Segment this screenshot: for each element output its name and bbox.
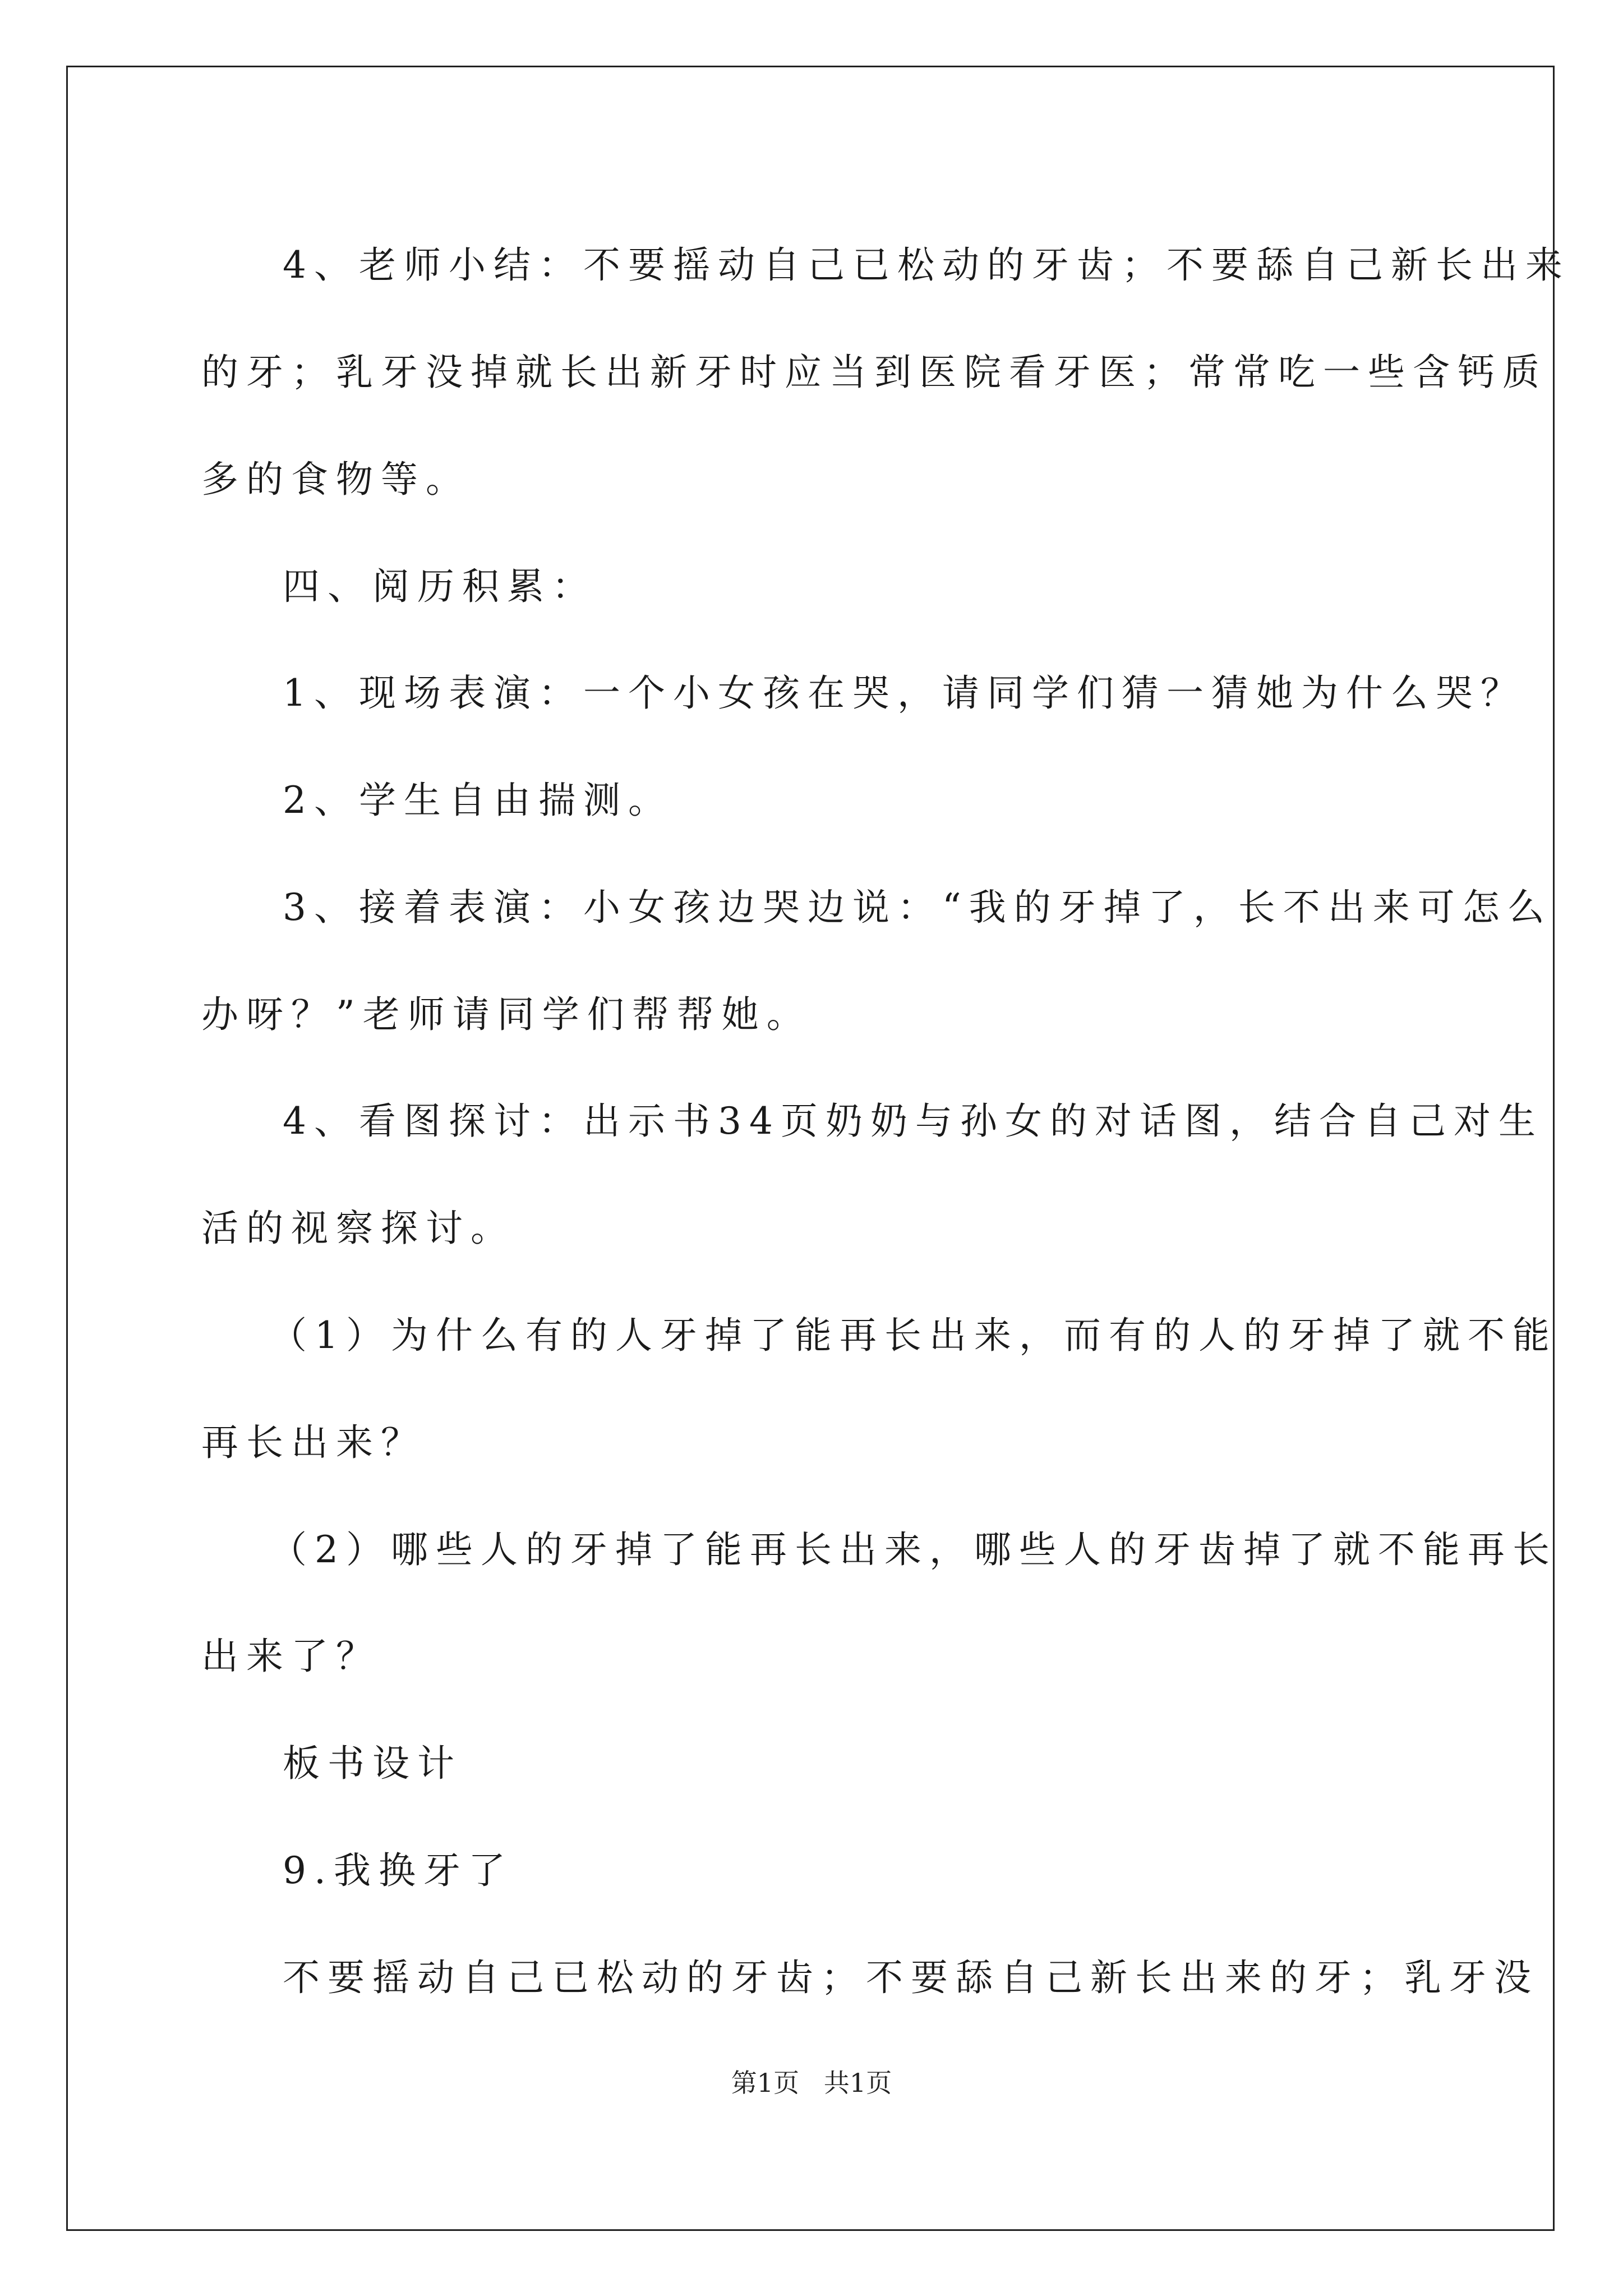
lesson-title: 9.我换牙了	[283, 1849, 513, 1892]
paragraph-1-line-3: 多的食物等。	[201, 458, 471, 501]
document-body	[68, 67, 1570, 2229]
paragraph-5-line-1: 3、接着表演：小女孩边哭边说：“我的牙掉了，长不出来可怎么	[283, 886, 1552, 929]
paragraph-5-line-2: 办呀？”老师请同学们帮帮她。	[201, 993, 811, 1036]
board-design-heading: 板书设计	[283, 1742, 462, 1785]
paragraph-7-line-2: 再长出来？	[201, 1421, 426, 1464]
paragraph-3-line-1: 1、现场表演：一个小女孩在哭，请同学们猜一猜她为什么哭？	[283, 671, 1525, 715]
paragraph-6-line-2: 活的视察探讨。	[201, 1207, 515, 1250]
paragraph-1-line-1: 4、老师小结：不要摇动自己已松动的牙齿；不要舔自己新长出来	[283, 243, 1570, 287]
paragraph-1-line-2: 的牙；乳牙没掉就长出新牙时应当到医院看牙医；常常吃一些含钙质	[201, 351, 1547, 394]
paragraph-6-line-1: 4、看图探讨：出示书34页奶奶与孙女的对话图，结合自己对生	[283, 1099, 1543, 1143]
paragraph-11-line-1: 不要摇动自己已松动的牙齿；不要舔自己新长出来的牙；乳牙没	[283, 1956, 1539, 1999]
section-heading: 四、阅历积累：	[283, 565, 597, 608]
paragraph-7-line-1: （1）为什么有的人牙掉了能再长出来，而有的人的牙掉了就不能	[270, 1314, 1557, 1357]
paragraph-4-line-1: 2、学生自由揣测。	[283, 779, 673, 822]
page-footer: 第1页 共1页	[731, 2068, 892, 2098]
paragraph-8-line-1: （2）哪些人的牙掉了能再长出来，哪些人的牙齿掉了就不能再长	[270, 1528, 1557, 1571]
paragraph-8-line-2: 出来了？	[201, 1635, 381, 1678]
page-frame	[66, 66, 1570, 2231]
